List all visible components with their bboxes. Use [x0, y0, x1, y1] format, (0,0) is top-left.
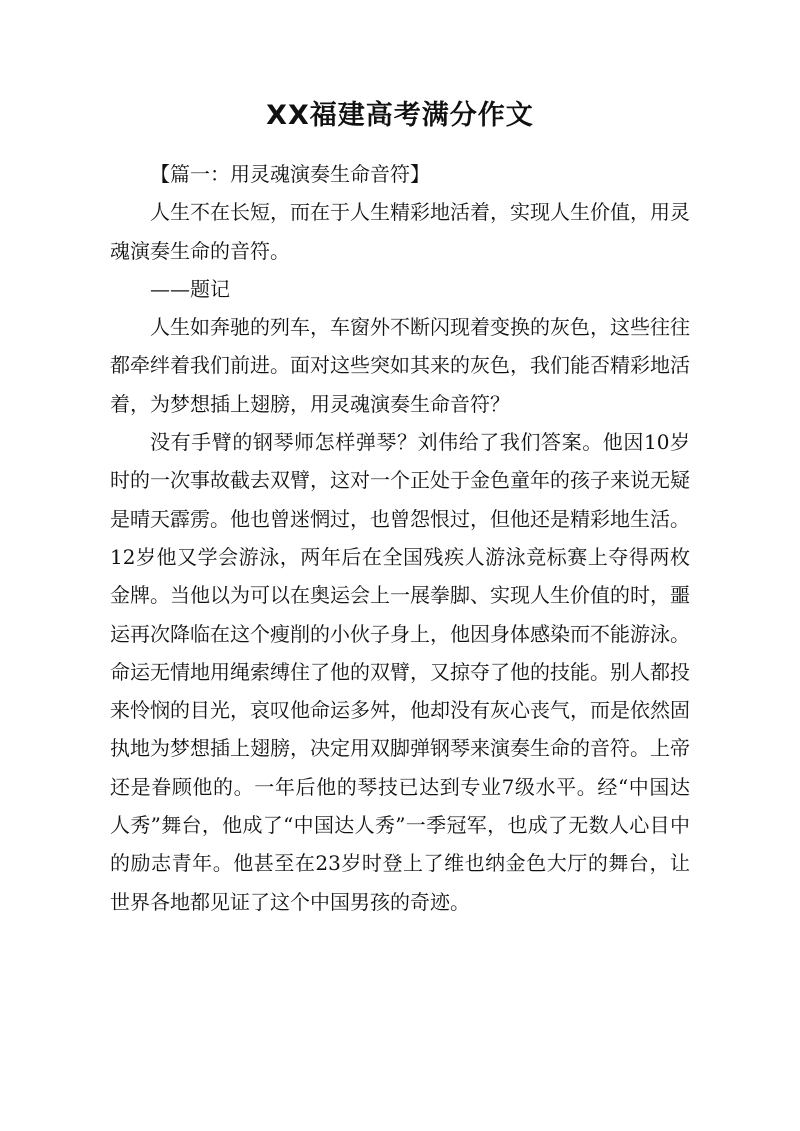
section-heading: 【篇一：用灵魂演奏生命音符】	[150, 162, 430, 186]
epigraph-attribution: ——题记	[150, 276, 230, 301]
document-title: XX福建高考满分作文	[266, 100, 534, 131]
intro-paragraph: 人生如奔驰的列车，车窗外不断闪现着变换的灰色，这些往往都牵绊着我们前进。面对这些突如其来的灰色，我们能否精彩地活着，为梦想插上翅膀，用灵魂演奏生命音符？	[110, 315, 690, 416]
body-paragraph: 没有手臂的钢琴师怎样弹琴？刘伟给了我们答案。他因10岁时的一次事故截去双臂，这对一个正处于金色童年的孩子来说无疑是晴天霹雳。他也曾迷惘过，也曾怨恨过，但他还是精彩地生活。12岁他又学会游泳，两年后在全国残疾人游泳竞标赛上夺得两枚金牌。当他以为可以在奥运会上一展拳脚、实现人生价值的时，噩运再次降临在这个瘦削的小伙子身上，他因身体感染而不能游泳。命运无情地用绳索缚住了他的双臂，又掠夺了他的技能。别人都投来怜悯的目光，哀叹他命运多舛，他却没有灰心丧气，而是依然固执地为梦想插上翅膀，决定用双脚弹钢琴来演奏生命的音符。上帝还是眷顾他的。一年后他的琴技已达到专业7级水平。经“中国达人秀”舞台，他成了“中国达人秀”一季冠军，也成了无数人心目中的励志青年。他甚至在23岁时登上了维也纳金色大厅的舞台，让世界各地都见证了这个中国男孩的奇迹。	[110, 430, 690, 914]
epigraph-paragraph: 人生不在长短，而在于人生精彩地活着，实现人生价值，用灵魂演奏生命的音符。	[110, 200, 690, 263]
document-body	[110, 155, 690, 921]
